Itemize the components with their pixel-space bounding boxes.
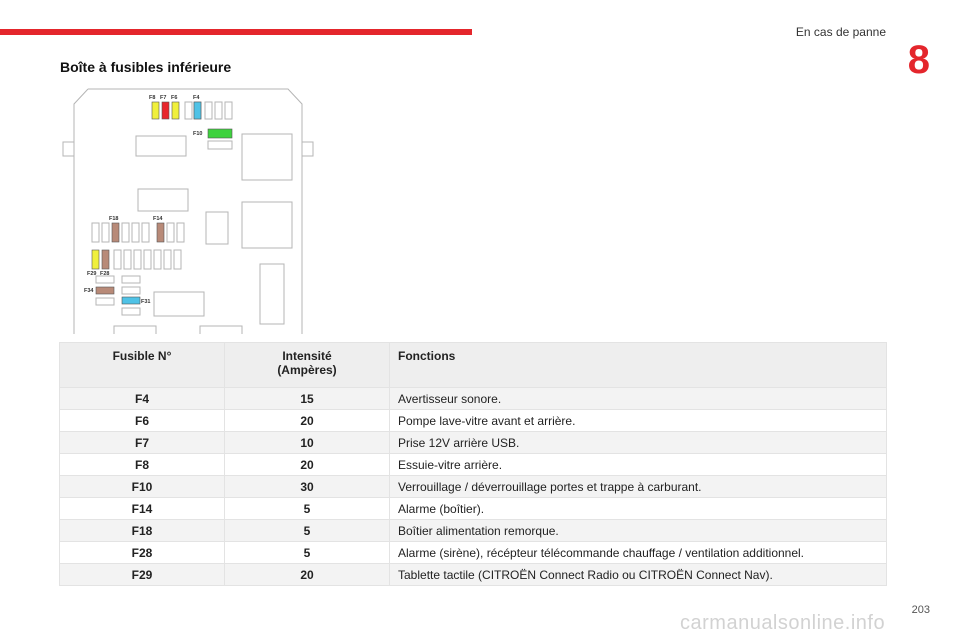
table-header-row: [60, 343, 887, 388]
amps-cell: 10: [225, 432, 390, 454]
fuse-F28: [102, 250, 109, 269]
function-cell: Essuie-vitre arrière.: [390, 454, 887, 476]
fuse-box-svg: [60, 82, 330, 334]
label-F10: F10: [193, 131, 203, 137]
relay-block: [136, 136, 186, 156]
fuse-F18: [112, 223, 119, 242]
table-row: [60, 454, 887, 476]
amps-cell: 30: [225, 476, 390, 498]
fuse-cell: F4: [60, 388, 225, 410]
table-row: [60, 498, 887, 520]
fuse-cell: F8: [60, 454, 225, 476]
function-cell: Avertisseur sonore.: [390, 388, 887, 410]
label-F18: F18: [109, 216, 119, 222]
label-F31: F31: [141, 299, 151, 305]
fuse-cell: F7: [60, 432, 225, 454]
table-row: [60, 388, 887, 410]
section-title: Boîte à fusibles inférieure: [60, 59, 232, 75]
amps-cell: 20: [225, 410, 390, 432]
table-row: [60, 564, 887, 586]
function-cell: Pompe lave-vitre avant et arrière.: [390, 410, 887, 432]
function-cell: Verrouillage / déverrouillage portes et trappe à carburant.: [390, 476, 887, 498]
table-row: [60, 432, 887, 454]
fuse-F31: [122, 297, 140, 304]
amps-cell: 5: [225, 520, 390, 542]
amps-cell: 20: [225, 564, 390, 586]
fuse-F7: [162, 102, 169, 119]
amps-cell: 5: [225, 498, 390, 520]
relay-block: [242, 202, 292, 248]
fuse-cell: F18: [60, 520, 225, 542]
function-cell: Alarme (sirène), récépteur télécommande chauffage / ventilation additionnel.: [390, 542, 887, 564]
table-row: [60, 476, 887, 498]
function-cell: Alarme (boîtier).: [390, 498, 887, 520]
function-cell: Tablette tactile (CITROËN Connect Radio ou CITROËN Connect Nav).: [390, 564, 887, 586]
page-number: 203: [911, 604, 930, 616]
fuse-box-diagram: [60, 82, 330, 334]
relay-block: [260, 264, 284, 324]
watermark-text: carmanualsonline.info: [680, 612, 886, 634]
amps-cell: 5: [225, 542, 390, 564]
label-F14: F14: [153, 216, 163, 222]
label-F4: F4: [193, 95, 200, 101]
label-F28: F28: [100, 271, 110, 277]
fuse-F8: [152, 102, 159, 119]
header-functions: Fonctions: [390, 343, 887, 388]
amps-cell: 15: [225, 388, 390, 410]
fuse-cell: F10: [60, 476, 225, 498]
fuse-F34: [96, 287, 114, 294]
right-mount: [302, 142, 313, 156]
top-red-bar: [0, 29, 472, 35]
fuse-F29: [92, 250, 99, 269]
fuse-F14: [157, 223, 164, 242]
bottom-connector: [114, 326, 156, 334]
small-slot: [208, 141, 232, 149]
function-cell: Prise 12V arrière USB.: [390, 432, 887, 454]
relay-block: [242, 134, 292, 180]
label-F7: F7: [160, 95, 167, 101]
header-intensity-line1: Intensité: [282, 349, 332, 363]
header-intensity: [225, 343, 390, 388]
fuse-table: [59, 342, 887, 586]
relay-block: [154, 292, 204, 316]
chapter-number: 8: [907, 38, 930, 82]
fuse-cell: F6: [60, 410, 225, 432]
label-F6: F6: [171, 95, 178, 101]
amps-cell: 20: [225, 454, 390, 476]
function-cell: Boîtier alimentation remorque.: [390, 520, 887, 542]
header-intensity-line2: (Ampères): [277, 363, 337, 377]
table-row: [60, 542, 887, 564]
label-F34: F34: [84, 288, 94, 294]
label-F8: F8: [149, 95, 156, 101]
fuse-cell: F28: [60, 542, 225, 564]
relay-block: [206, 212, 228, 244]
header-fuse: Fusible N°: [60, 343, 225, 388]
relay-block: [138, 189, 188, 211]
left-mount: [63, 142, 74, 156]
fuse-F4: [194, 102, 201, 119]
chapter-label: En cas de panne: [795, 25, 886, 39]
fuse-F6: [172, 102, 179, 119]
table-row: [60, 520, 887, 542]
label-F29: F29: [87, 271, 97, 277]
table-row: [60, 410, 887, 432]
fuse-cell: F14: [60, 498, 225, 520]
fuse-F10: [208, 129, 232, 138]
fuse-cell: F29: [60, 564, 225, 586]
bottom-connector: [200, 326, 242, 334]
